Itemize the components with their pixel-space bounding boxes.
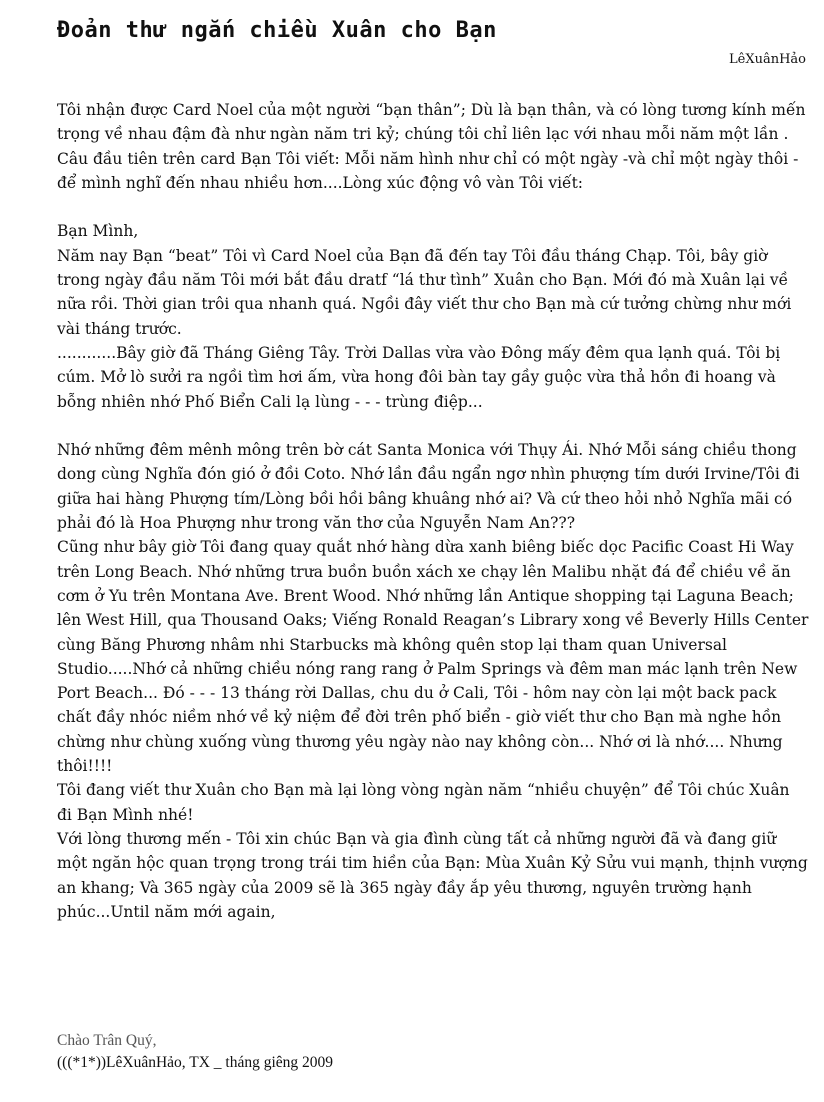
greeting-line: Bạn Mình, [57, 222, 139, 241]
letter-paragraph: Cũng như bây giờ Tôi đang quay quắt nhớ hàng dừa xanh biêng biếc dọc Pacific Coast Hi Way trên Long Beach. Nhớ những trưa buồn buồn xách xe chạy lên Malibu nhặt đá để chiều về ăn cơm ở Yu trên Montana Ave. Brent Wood. Nhớ những lần Antique shopping tại Laguna Beach; lên West Hill, qua Thousand Oaks; Viếng Ronald Reagan’s Library xong về Beverly Hills Center cùng Băng Phương nhâm nhi Starbucks mà không quên stop lại tham quan Universal Studio.....Nhớ cả những chiều nóng rang rang ở Palm Springs và đêm man mác lạnh trên New Port Beach... Đó - - - 13 tháng rời Dallas, chu du ở Cali, Tôi - hôm nay còn lại một back pack chất đầy nhóc niềm nhớ về kỷ niệm để đời trên phố biển - giờ viết thư cho Bạn mà nghe hồn chừng như chùng xuống vùng thương yêu ngày nào nay không còn... Nhớ ơi là nhớ.... Nhưng thôi!!!! [57, 538, 809, 776]
letter-body [57, 98, 809, 924]
letter-paragraph: Tôi đang viết thư Xuân cho Bạn mà lại lòng vòng ngàn năm “nhiều chuyện” để Tôi chúc Xuân đi Bạn Mình nhé! [57, 781, 790, 824]
paragraph-gap [57, 195, 809, 219]
closing-salutation: Chào Trân Quý, [57, 1032, 157, 1049]
signature-line: (((*1*))LêXuânHảo, TX _ tháng giêng 2009 [57, 1054, 334, 1071]
letter-paragraph: Nhớ những đêm mênh mông trên bờ cát Santa Monica với Thụy Ái. Nhớ Mỗi sáng chiều thong dong cùng Nghĩa đón gió ở đồi Coto. Nhớ lần đầu ngẩn ngơ nhìn phượng tím dưới Irvine/Tôi đi giữa hai hàng Phượng tím/Lòng bồi hồi bâng khuâng nhớ ai? Và cứ theo hỏi nhỏ Nghĩa mãi có phải đó là Hoa Phượng như trong văn thơ của Nguyễn Nam An??? [57, 441, 800, 533]
author-name: LêXuânHảo [729, 52, 806, 67]
page-title: Đoản thư ngắn chiều Xuân cho Bạn [57, 18, 497, 43]
intro-paragraph: Tôi nhận được Card Noel của một người “bạn thân”; Dù là bạn thân, và có lòng tương kính mến trọng về nhau đậm đà như ngàn năm tri kỷ; chúng tôi chỉ liên lạc với nhau mỗi năm một lần . Câu đầu tiên trên card Bạn Tôi viết: Mỗi năm hình như chỉ có một ngày -và chỉ một ngày thôi - để mình nghĩ đến nhau nhiều hơn....Lòng xúc động vô vàn Tôi viết: [57, 101, 806, 192]
letter-paragraph: Với lòng thương mến - Tôi xin chúc Bạn và gia đình cùng tất cả những người đã và đang giữ một ngăn hộc quan trọng trong trái tim hiền của Bạn: Mùa Xuân Kỷ Sửu vui mạnh, thịnh vượng an khang; Và 365 ngày của 2009 sẽ là 365 ngày đầy ắp yêu thương, nguyên trường hạnh phúc...Until năm mới again, [57, 829, 808, 921]
letter-paragraph: Năm nay Bạn “beat” Tôi vì Card Noel của Bạn đã đến tay Tôi đầu tháng Chạp. Tôi, bây giờ trong ngày đầu năm Tôi mới bắt đầu dratf “lá thư tình” Xuân cho Bạn. Mới đó mà Xuân lại về nữa rồi. Thời gian trôi qua nhanh quá. Ngồi đây viết thư cho Bạn mà cứ tưởng chừng như mới vài tháng trước. [57, 246, 792, 338]
letter-paragraph: ............Bây giờ đã Tháng Giêng Tây. Trời Dallas vừa vào Đông mấy đêm qua lạnh quá. Tôi bị cúm. Mở lò sưởi ra ngồi tìm hơi ấm, vừa hong đôi bàn tay gầy guộc vừa thả hồn đi hoang và bỗng nhiên nhớ Phố Biển Cali lạ lùng - - - trùng điệp... [57, 343, 781, 411]
paragraph-gap [57, 414, 809, 438]
letter-closing [57, 1030, 333, 1074]
